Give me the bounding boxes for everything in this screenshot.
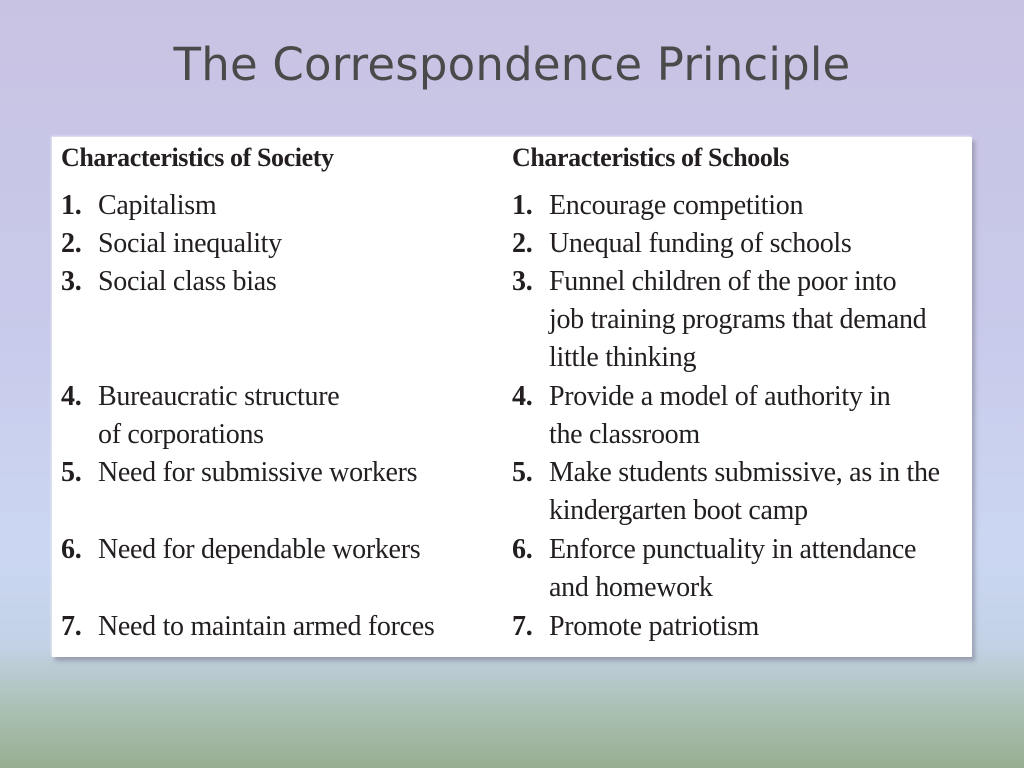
item-text: Bureaucratic structure of corporations — [98, 381, 340, 450]
item-number: 2. — [512, 228, 533, 259]
item-text: Need for submissive workers — [98, 457, 418, 488]
item-number: 6. — [61, 534, 82, 565]
item-text: Unequal funding of schools — [549, 228, 852, 259]
item-text: Social inequality — [98, 228, 282, 259]
item-text: Social class bias — [98, 266, 277, 297]
item-number: 5. — [61, 457, 82, 488]
item-number: 7. — [512, 611, 533, 642]
item-number: 1. — [61, 190, 82, 221]
item-text: Encourage competition — [549, 190, 804, 221]
item-text: Promote patriotism — [549, 611, 760, 642]
item-text: Make students submissive, as in the kindergarten boot camp — [549, 457, 940, 526]
item-number: 3. — [512, 266, 533, 297]
item-text: Capitalism — [98, 190, 217, 221]
item-number: 7. — [61, 611, 82, 642]
item-number: 3. — [61, 266, 82, 297]
slide-title: The Correspondence Principle — [173, 38, 851, 91]
item-number: 6. — [512, 534, 533, 565]
item-text: Provide a model of authority in the classroom — [549, 381, 891, 450]
item-number: 2. — [61, 228, 82, 259]
item-number: 5. — [512, 457, 533, 488]
schools-column-header: Characteristics of Schools — [512, 143, 789, 172]
item-text: Enforce punctuality in attendance and homework — [549, 534, 917, 603]
item-number: 4. — [61, 381, 82, 412]
item-text: Need for dependable workers — [98, 534, 421, 565]
item-text: Need to maintain armed forces — [98, 611, 435, 642]
item-text: Funnel children of the poor into job training programs that demand little thinking — [549, 266, 927, 373]
item-number: 1. — [512, 190, 533, 221]
correspondence-table — [52, 137, 972, 657]
society-column-header: Characteristics of Society — [61, 143, 334, 172]
item-number: 4. — [512, 381, 533, 412]
